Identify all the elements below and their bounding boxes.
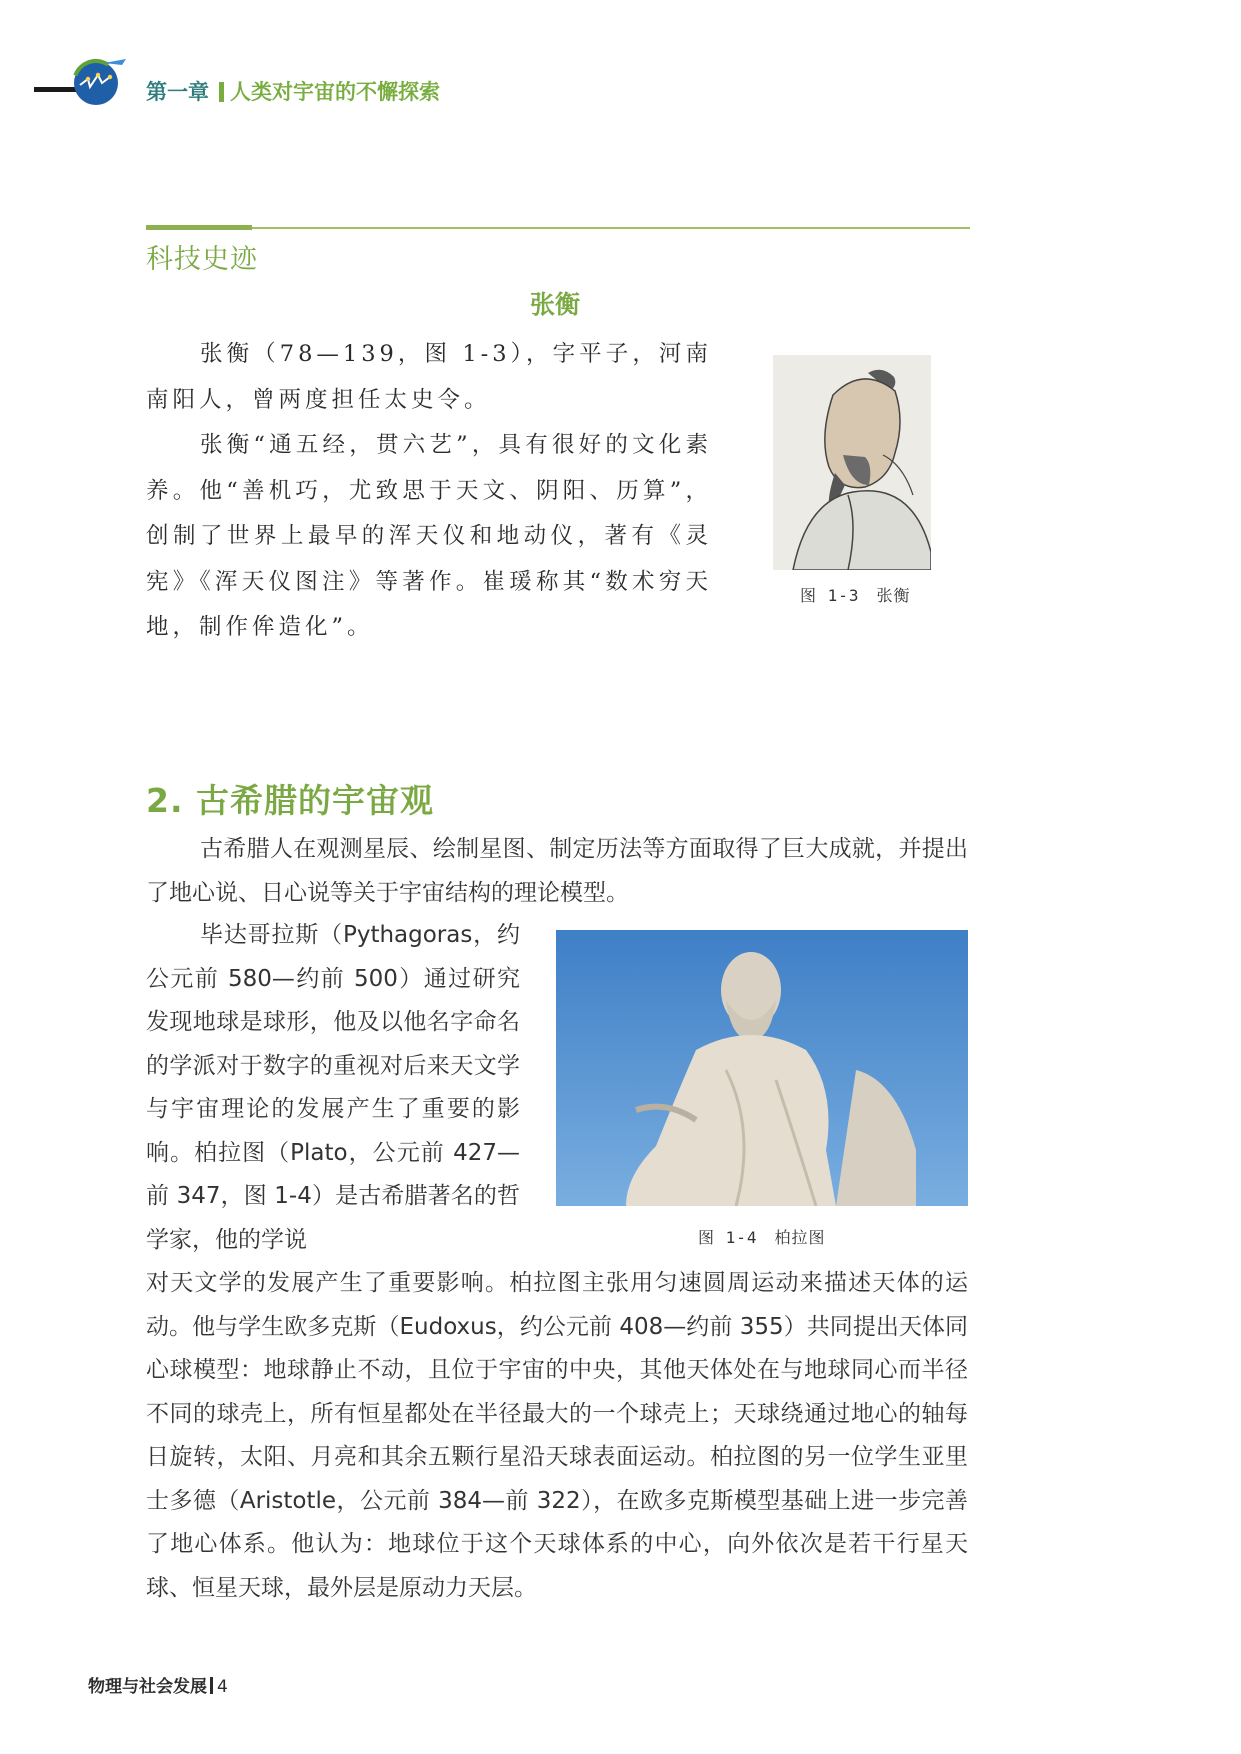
- page-number: 4: [217, 1677, 228, 1697]
- body-paragraph: 对天文学的发展产生了重要影响。柏拉图主张用匀速圆周运动来描述天体的运动。他与学生欧多克斯（Eudoxus，约公元前 408—约前 355）共同提出天体同心球模型：地球静止不动，且位于宇宙的中央，其他天体处在与地球同心而半径不同的球壳上，所有恒星都处在半径最大的一个球壳上；天球绕通过地心的轴每日旋转，太阳、月亮和其余五颗行星沿天球表面运动。柏拉图的另一位学生亚里士多德（Aristotle，公元前 384—前 322），在欧多克斯模型基础上进一步完善了地心体系。他认为：地球位于这个天球体系的中心，向外依次是若干行星天球、恒星天球，最外层是原动力天层。: [146, 1270, 968, 1601]
- chapter-title: 人类对宇宙的不懈探索: [230, 80, 440, 104]
- box-paragraph: 张衡（78—139，图 1-3），字平子，河南南阳人，曾两度担任太史令。: [146, 341, 712, 413]
- box-rule: [252, 227, 970, 229]
- figure-caption: 图 1-3 张衡: [800, 586, 911, 605]
- section-title: 2. 古希腊的宇宙观: [146, 781, 434, 820]
- box-title: 张衡: [530, 290, 581, 319]
- box-label: 科技史迹: [146, 244, 258, 275]
- box-paragraph: 张衡“通五经，贯六艺”，具有很好的文化素养。他“善机巧，尤致思于天文、阴阳、历算”，创制了世界上最早的浑天仪和地动仪，著有《灵宪》《浑天仪图注》等著作。崔瑗称其“数术穷天地，制作侔造化”。: [146, 432, 712, 640]
- zhangheng-portrait: [773, 355, 931, 570]
- book-title: 物理与社会发展: [88, 1677, 207, 1697]
- box-rule-accent: [146, 225, 252, 230]
- page-footer: [88, 1672, 228, 1697]
- globe-logo-icon: [66, 55, 132, 107]
- figure-caption: 图 1-4 柏拉图: [698, 1228, 826, 1247]
- chapter-number: 第一章: [146, 80, 209, 104]
- body-paragraph: 古希腊人在观测星辰、绘制星图、制定历法等方面取得了巨大成就，并提出了地心说、日心说等关于宇宙结构的理论模型。: [146, 836, 968, 906]
- plato-statue-photo: [556, 930, 968, 1206]
- body-paragraph-wrapped: 毕达哥拉斯（Pythagoras，约公元前 580—约前 500）通过研究发现地球是球形，他及以他名字命名的学派对于数字的重视对后来天文学与宇宙理论的发展产生了重要的影响。柏拉图（Plato，公元前 427—前 347，图 1-4）是古希腊著名的哲学家，他的学说: [146, 922, 520, 1253]
- chapter-header: [146, 76, 440, 106]
